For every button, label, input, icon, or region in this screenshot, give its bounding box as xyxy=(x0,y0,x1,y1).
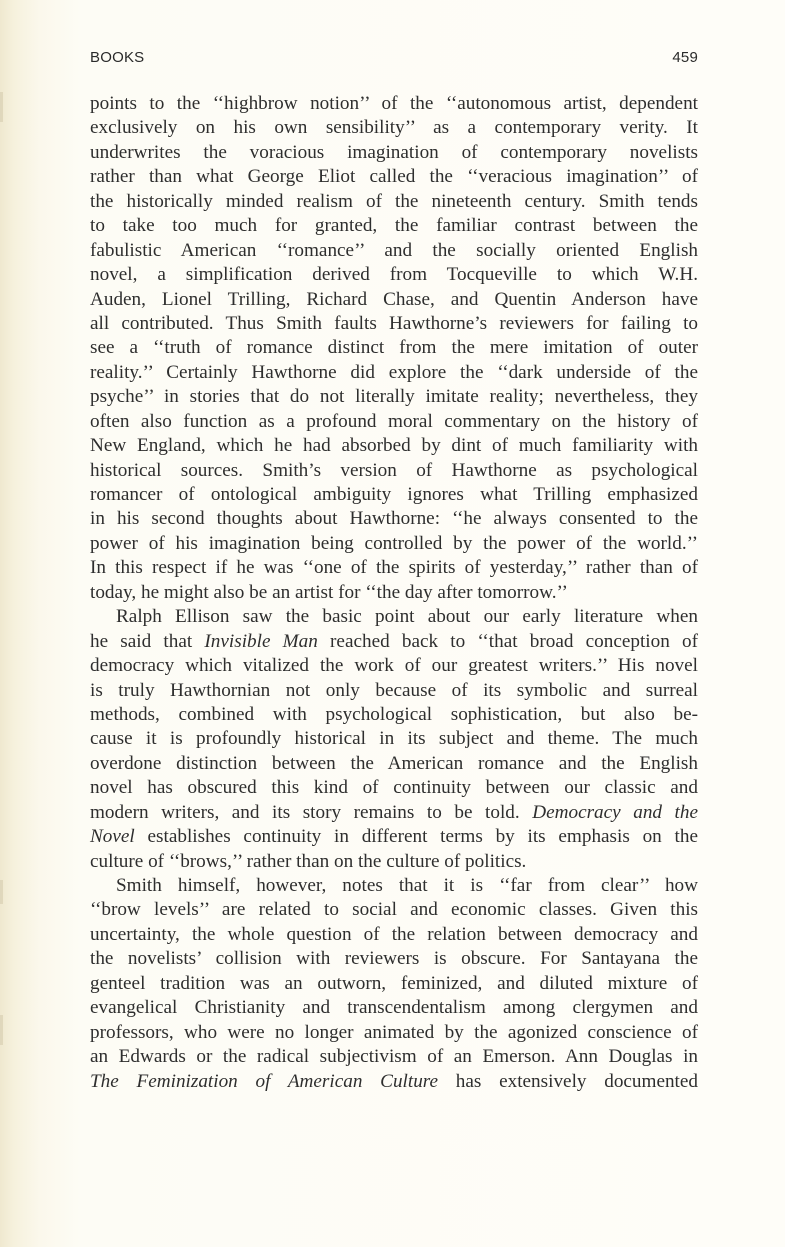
text-line xyxy=(90,263,698,287)
text-line xyxy=(90,1045,698,1069)
text-line xyxy=(90,825,698,849)
text-line xyxy=(90,385,698,409)
text-segment: points to the ‘‘highbrow notion’’ of the ‘‘autonomous artist, dependent xyxy=(90,93,698,114)
italic-title: Novel xyxy=(90,826,135,848)
running-head xyxy=(90,49,698,66)
text-line xyxy=(90,239,698,263)
text-segment: today, he might also be an artist for ‘‘the day after tomorrow.’’ xyxy=(90,581,568,603)
text-line xyxy=(90,972,698,996)
text-segment: underwrites the voracious imagination of contemporary novelists xyxy=(90,141,698,163)
text-line xyxy=(90,654,698,678)
italic-title: The Feminization of American Culture xyxy=(90,1070,439,1092)
text-line xyxy=(90,703,698,727)
text-segment: uncertainty, the whole question of the relation between democracy and xyxy=(90,923,698,945)
text-segment: reality.’’ Certainly Hawthorne did explore the ‘‘dark underside of the xyxy=(90,361,698,383)
text-line xyxy=(90,507,698,531)
text-segment: he said that xyxy=(90,630,205,652)
text-line xyxy=(90,1021,698,1045)
text-line xyxy=(90,116,698,140)
text-line xyxy=(90,850,698,874)
text-segment: power of his imagination being controlled by the power of the world.’’ xyxy=(90,532,698,554)
text-segment: novel, a simplification derived from Tocqueville to which W.H. xyxy=(90,264,698,286)
italic-title: Invisible Man xyxy=(204,630,318,652)
text-line xyxy=(90,459,698,483)
text-line xyxy=(90,288,698,312)
text-line xyxy=(90,947,698,971)
text-line xyxy=(90,581,698,605)
text-line xyxy=(90,361,698,385)
text-line xyxy=(90,165,698,189)
text-segment: to take too much for granted, the familiar contrast between the xyxy=(90,215,698,237)
text-line xyxy=(90,312,698,336)
text-segment: see a ‘‘truth of romance distinct from the mere imitation of outer xyxy=(90,337,698,359)
text-segment: the novelists’ collision with reviewers is obscure. For Santayana the xyxy=(90,948,698,970)
text-segment: overdone distinction between the American romance and the English xyxy=(90,752,698,774)
text-segment: rather than what George Eliot called the ‘‘veracious imagination’’ of xyxy=(90,166,698,188)
paragraph xyxy=(90,874,698,1094)
text-segment: is truly Hawthornian not only because of its symbolic and surreal xyxy=(90,679,698,701)
text-segment: In this respect if he was ‘‘one of the spirits of yesterday,’’ rather than of xyxy=(90,557,698,579)
text-segment: romancer of ontological ambiguity ignores what Trilling emphasized xyxy=(90,484,698,505)
page-number: 459 xyxy=(672,49,698,66)
paragraph xyxy=(90,605,698,874)
text-segment: psyche’’ in stories that do not literally imitate reality; nevertheless, they xyxy=(90,386,698,408)
paragraph xyxy=(90,92,698,605)
text-segment: all contributed. Thus Smith faults Hawthorne’s reviewers for failing to xyxy=(90,312,698,334)
text-segment: novel has obscured this kind of continuity between our classic and xyxy=(90,777,698,799)
text-segment: culture of ‘‘brows,’’ rather than on the culture of politics. xyxy=(90,850,527,872)
text-line xyxy=(90,214,698,238)
text-segment: genteel tradition was an outworn, feminized, and diluted mixture of xyxy=(90,972,698,994)
text-segment: Auden, Lionel Trilling, Richard Chase, and Quentin Anderson have xyxy=(90,288,698,310)
text-segment: an Edwards or the radical subjectivism of an Emerson. Ann Douglas in xyxy=(90,1046,698,1068)
text-segment: Ralph Ellison saw the basic point about our early literature when xyxy=(116,606,698,628)
text-line xyxy=(90,874,698,898)
text-segment: evangelical Christianity and transcendentalism among clergymen and xyxy=(90,997,698,1019)
body-text xyxy=(90,92,698,1094)
text-segment: exclusively on his own sensibility’’ as a contemporary verity. It xyxy=(90,117,698,139)
text-segment: in his second thoughts about Hawthorne: ‘‘he always consented to the xyxy=(90,508,698,530)
text-line xyxy=(90,92,698,116)
italic-title: Democracy and the xyxy=(532,801,698,823)
spine-mark xyxy=(0,1015,3,1045)
text-line xyxy=(90,776,698,800)
text-line xyxy=(90,434,698,458)
text-segment: ‘‘brow levels’’ are related to social and economic classes. Given this xyxy=(90,899,698,921)
text-segment: historical sources. Smith’s version of Hawthorne as psychological xyxy=(90,459,698,481)
text-line xyxy=(90,752,698,776)
text-segment: fabulistic American ‘‘romance’’ and the socially oriented English xyxy=(90,239,698,261)
text-line xyxy=(90,483,698,507)
text-line xyxy=(90,532,698,556)
text-segment: New England, which he had absorbed by dint of much familiarity with xyxy=(90,435,698,457)
text-line xyxy=(90,410,698,434)
text-segment: reached back to ‘‘that broad conception of xyxy=(317,630,698,652)
text-segment: professors, who were no longer animated by the agonized conscience of xyxy=(90,1021,698,1043)
text-line xyxy=(90,605,698,629)
text-segment: the historically minded realism of the nineteenth century. Smith tends xyxy=(90,190,698,212)
text-segment: modern writers, and its story remains to be told. xyxy=(90,801,533,823)
text-line xyxy=(90,923,698,947)
text-segment: cause it is profoundly historical in its subject and theme. The much xyxy=(90,728,698,750)
spine-mark xyxy=(0,880,3,904)
text-line xyxy=(90,336,698,360)
text-segment: methods, combined with psychological sophistication, but also be- xyxy=(90,703,698,725)
text-segment: democracy which vitalized the work of our greatest writers.’’ His novel xyxy=(90,655,698,677)
spine-mark xyxy=(0,92,3,122)
text-line xyxy=(90,996,698,1020)
text-line xyxy=(90,190,698,214)
text-line xyxy=(90,630,698,654)
text-line xyxy=(90,679,698,703)
text-line xyxy=(90,727,698,751)
text-segment: Smith himself, however, notes that it is ‘‘far from clear’’ how xyxy=(116,875,698,896)
section-title: BOOKS xyxy=(90,49,145,66)
text-segment: has extensively documented xyxy=(438,1070,698,1092)
text-line xyxy=(90,1070,698,1094)
text-segment: establishes continuity in different terms by its emphasis on the xyxy=(134,826,698,848)
text-line xyxy=(90,141,698,165)
text-line xyxy=(90,898,698,922)
text-line xyxy=(90,556,698,580)
text-segment: often also function as a profound moral commentary on the history of xyxy=(90,410,698,432)
text-line xyxy=(90,801,698,825)
